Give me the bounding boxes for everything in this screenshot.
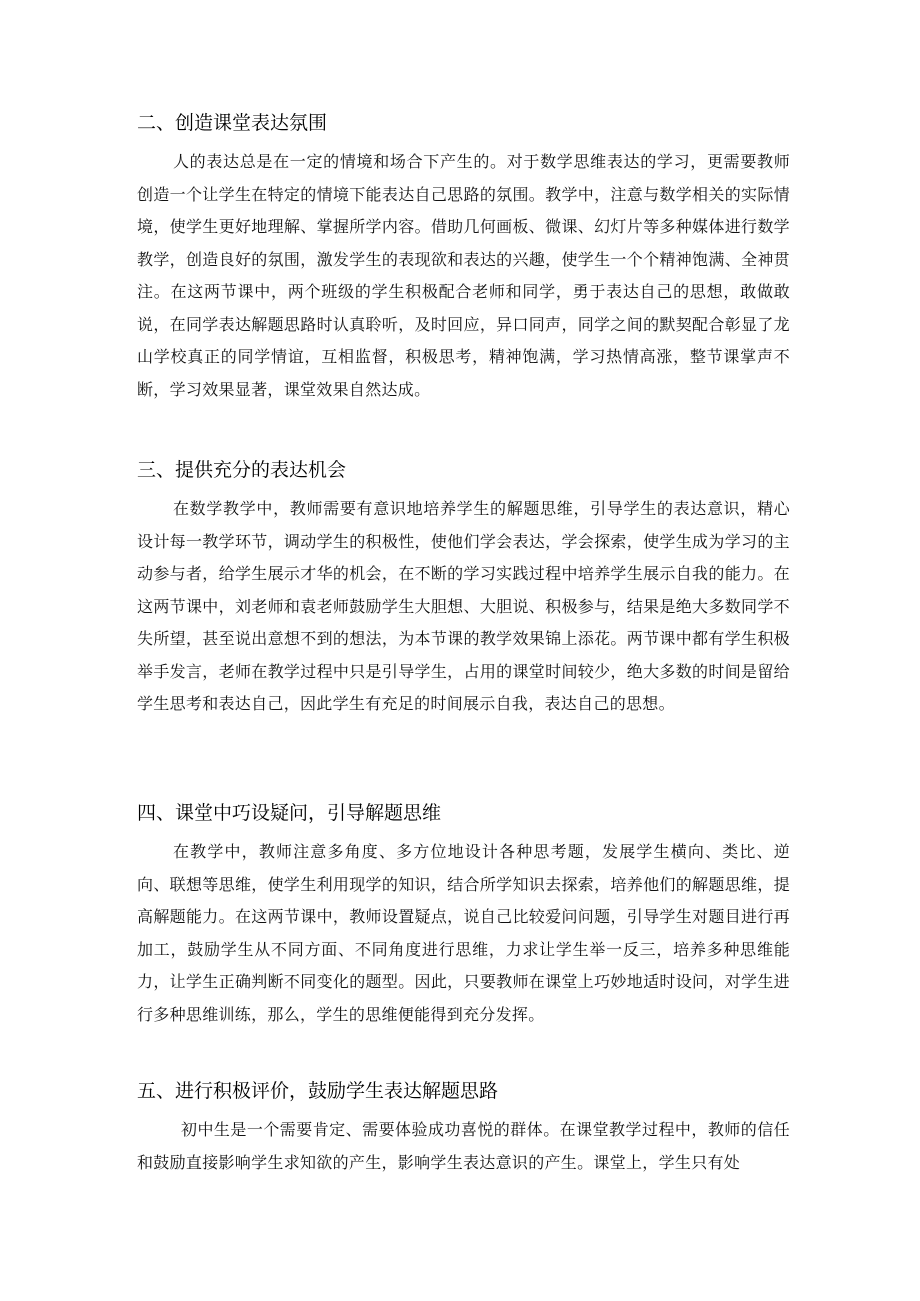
- section-heading: 四、课堂中巧设疑问，引导解题思维: [137, 802, 442, 824]
- section-questioning: [137, 798, 790, 1031]
- section-create-atmosphere: [137, 108, 790, 406]
- section-paragraph: 在数学教学中，教师需要有意识地培养学生的解题思维，引导学生的表达意识，精心设计每一教学环节，调动学生的积极性，使他们学会表达，学会探索，使学生成为学习的主动参与者，给学生展示才华的机会，在不断的学习实践过程中培养学生展示自我的能力。在这两节课中，刘老师和袁老师鼓励学生大胆想、大胆说、积极参与，结果是绝大多数同学不失所望，甚至说出意想不到的想法，为本节课的教学效果锦上添花。两节课中都有学生积极举手发言，老师在教学过程中只是引导学生，占用的课堂时间较少，绝大多数的时间是留给学生思考和表达自己，因此学生有充足的时间展示自我，表达自己的思想。: [137, 499, 790, 713]
- section-heading: 二、创造课堂表达氛围: [137, 112, 328, 134]
- section-heading: 三、提供充分的表达机会: [137, 459, 347, 481]
- section-positive-evaluation: [137, 1076, 790, 1179]
- section-heading: 五、进行积极评价，鼓励学生表达解题思路: [137, 1080, 499, 1102]
- section-expression-opportunity: [137, 455, 790, 721]
- section-paragraph: 人的表达总是在一定的情境和场合下产生的。对于数学思维表达的学习，更需要教师创造一个让学生在特定的情境下能表达自己思路的氛围。教学中，注意与数学相关的实际情境，使学生更好地理解、掌握所学内容。借助几何画板、微课、幻灯片等多种媒体进行数学教学，创造良好的氛围，激发学生的表现欲和表达的兴趣，使学生一个个精神饱满、全神贯注。在这两节课中，两个班级的学生积极配合老师和同学，勇于表达自己的思想，敢做敢说，在同学表达解题思路时认真聆听，及时回应，异口同声，同学之间的默契配合彰显了龙山学校真正的同学情谊，互相监督，积极思考，精神饱满，学习热情高涨，整节课掌声不断，学习效果显著，课堂效果自然达成。: [137, 152, 790, 399]
- section-paragraph: 在教学中，教师注意多角度、多方位地设计各种思考题，发展学生横向、类比、逆向、联想等思维，使学生利用现学的知识，结合所学知识去探索，培养他们的解题思维，提高解题能力。在这两节课中，教师设置疑点，说自己比较爱问问题，引导学生对题目进行再加工，鼓励学生从不同方面、不同角度进行思维，力求让学生举一反三，培养多种思维能力，让学生正确判断不同变化的题型。因此，只要教师在课堂上巧妙地适时设问，对学生进行多种思维训练，那么，学生的思维便能得到充分发挥。: [137, 842, 790, 1024]
- section-paragraph: 初中生是一个需要肯定、需要体验成功喜悦的群体。在课堂教学过程中，教师的信任和鼓励直接影响学生求知欲的产生，影响学生表达意识的产生。课堂上，学生只有处: [137, 1120, 790, 1172]
